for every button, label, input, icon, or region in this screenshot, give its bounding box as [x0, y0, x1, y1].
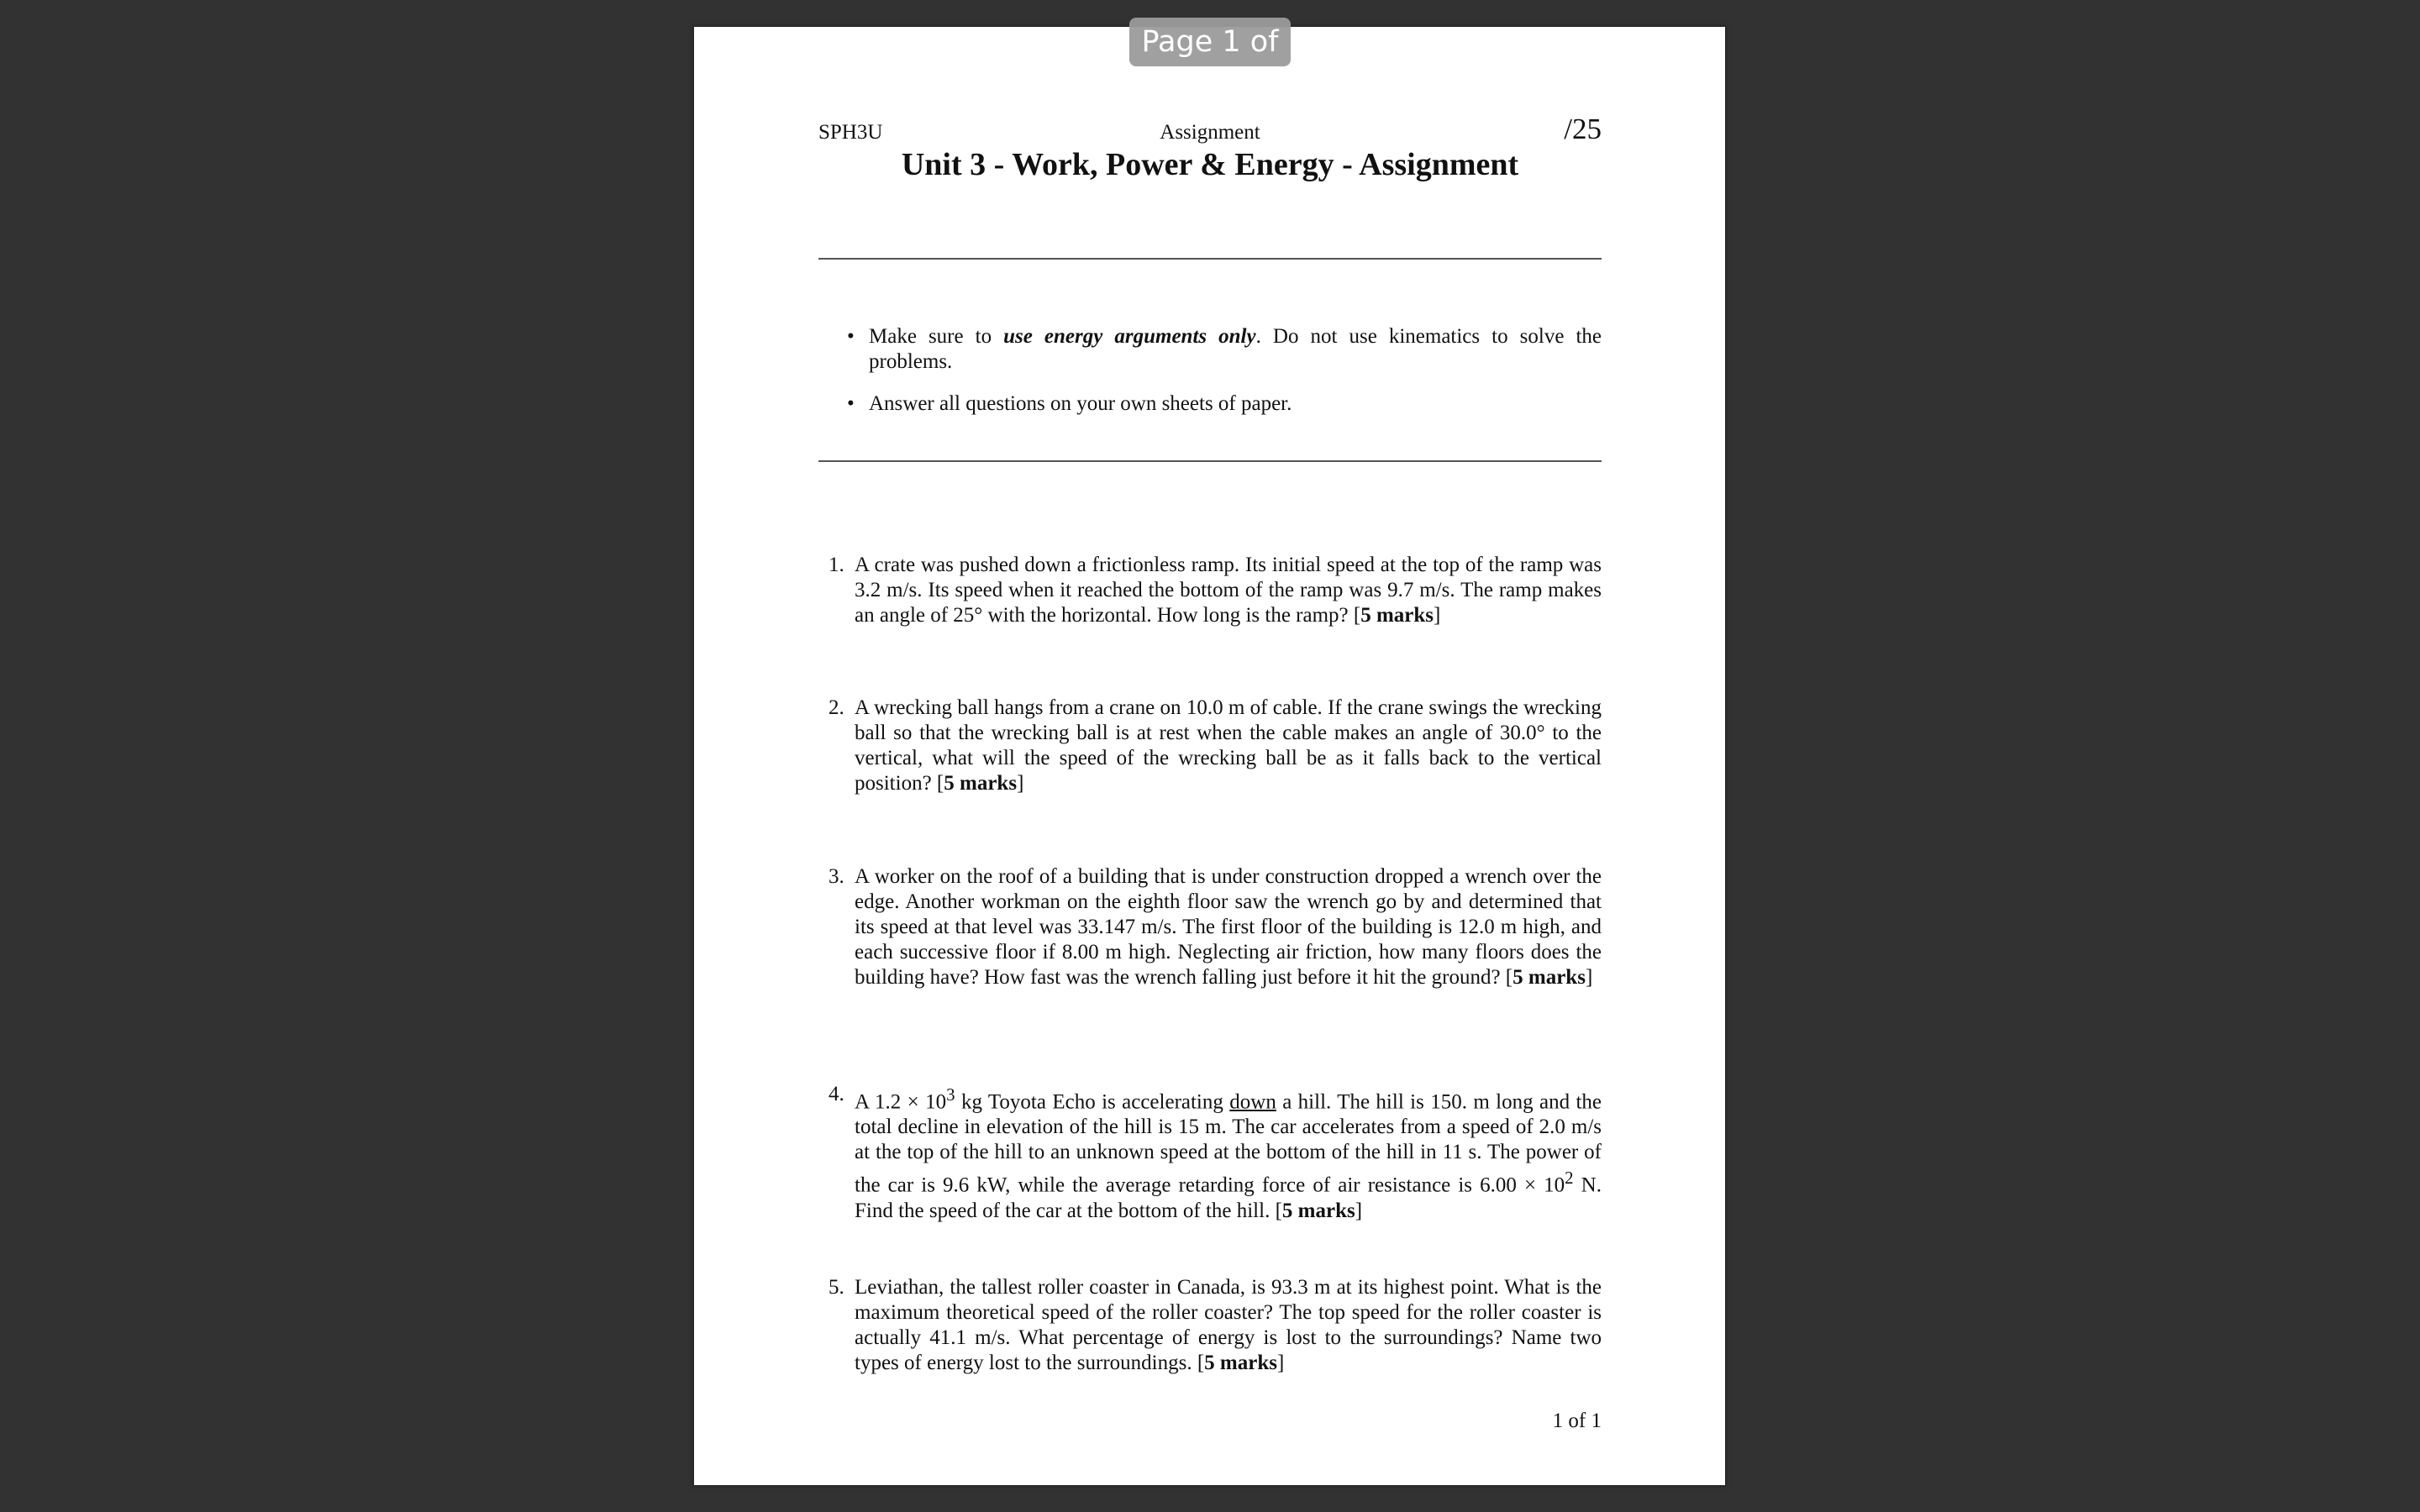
question-marks: [5 marks]	[1353, 604, 1441, 627]
question-4	[818, 1082, 1602, 1224]
course-code: SPH3U	[818, 121, 883, 144]
instruction-emphasis: use energy arguments only	[1003, 325, 1256, 348]
question-text: N. Find the speed of the car at the bottom of the hill.	[855, 1173, 1602, 1222]
question-text: A worker on the roof of a building that is under construction dropped a wrench over the edge. Another workman on the eighth floor saw the wrench go by and determined that its speed at that level was 33.147 m/s. The first floor of the building is 12.0 m high, and each successive floor if 8.00 m high. Neglecting air friction, how many floors does the building have? How fast was the wrench falling just before it hit the ground?	[855, 865, 1602, 989]
exponent: 3	[946, 1084, 955, 1105]
underlined-word: down	[1229, 1090, 1276, 1114]
instruction-item	[869, 324, 1602, 375]
question-number: 4.	[829, 1083, 844, 1105]
marks-label: 5 marks	[1281, 1199, 1355, 1222]
marks-label: 5 marks	[1360, 604, 1434, 627]
page-indicator: Page 1 of 1	[1129, 18, 1291, 66]
instructions-list	[818, 324, 1602, 433]
question-number: 5.	[829, 1276, 844, 1299]
question-text: A wrecking ball hangs from a crane on 10.0 m of cable. If the crane swings the wrecking ball so that the wrecking ball is at rest when the cable makes an angle of 30.0° to the vertical, what will the speed of the wrecking ball be as it falls back to the vertical position?	[855, 696, 1602, 795]
marks-label: 5 marks	[1204, 1352, 1277, 1374]
marks-label: 5 marks	[1512, 966, 1586, 989]
question-marks: [5 marks]	[1275, 1199, 1363, 1222]
instruction-item	[869, 391, 1602, 417]
exponent: 2	[1565, 1168, 1574, 1189]
question-marks: [5 marks]	[1505, 966, 1593, 989]
total-marks: /25	[1564, 113, 1602, 145]
question-marks: [5 marks]	[1197, 1352, 1285, 1374]
page-title: Unit 3 - Work, Power & Energy - Assignment	[901, 147, 1519, 182]
question-number: 3.	[829, 865, 844, 888]
question-marks: [5 marks]	[936, 772, 1024, 795]
page-footer: 1 of 1	[1552, 1410, 1602, 1432]
question-2	[818, 696, 1602, 796]
question-1	[818, 553, 1602, 628]
question-5	[818, 1275, 1602, 1376]
document-page	[694, 27, 1725, 1485]
question-text: a hill. The hill is 150. m long and the total decline in elevation of the hill is 15 m. The car accelerates from a speed of 2.0 m/s at the top of the hill to an unknown speed at the bottom of the hill in 11 s. The power of the car is 9.6 kW, while the average retarding force of air resistance is 6.00 × 10	[855, 1090, 1602, 1197]
question-text: Leviathan, the tallest roller coaster in Canada, is 93.3 m at its highest point. What is the maximum theoretical speed of the roller coaster? The top speed for the roller coaster is actually 41.1 m/s. What percentage of energy is lost to the surroundings? Name two types of energy lost to the surroundings.	[855, 1276, 1602, 1374]
question-number: 2.	[829, 696, 844, 719]
question-text: A crate was pushed down a frictionless ramp. Its initial speed at the top of the ramp was 3.2 m/s. Its speed when it reached the bottom of the ramp was 9.7 m/s. The ramp makes an angle of 25° with the horizontal. How long is the ramp?	[855, 554, 1602, 627]
divider-top	[818, 258, 1602, 260]
divider-bottom	[818, 460, 1602, 462]
marks-label: 5 marks	[944, 772, 1018, 795]
question-text: A 1.2 × 10	[855, 1090, 947, 1114]
instruction-text: Answer all questions on your own sheets of paper.	[869, 392, 1292, 415]
header-center: Assignment	[1160, 121, 1260, 144]
question-3	[818, 864, 1602, 990]
instruction-text: Make sure to	[869, 325, 1004, 348]
instruction-text: . Do not use kinematics to solve the problems.	[869, 325, 1602, 373]
question-number: 1.	[829, 554, 844, 576]
question-text: kg Toyota Echo is accelerating	[955, 1090, 1230, 1114]
